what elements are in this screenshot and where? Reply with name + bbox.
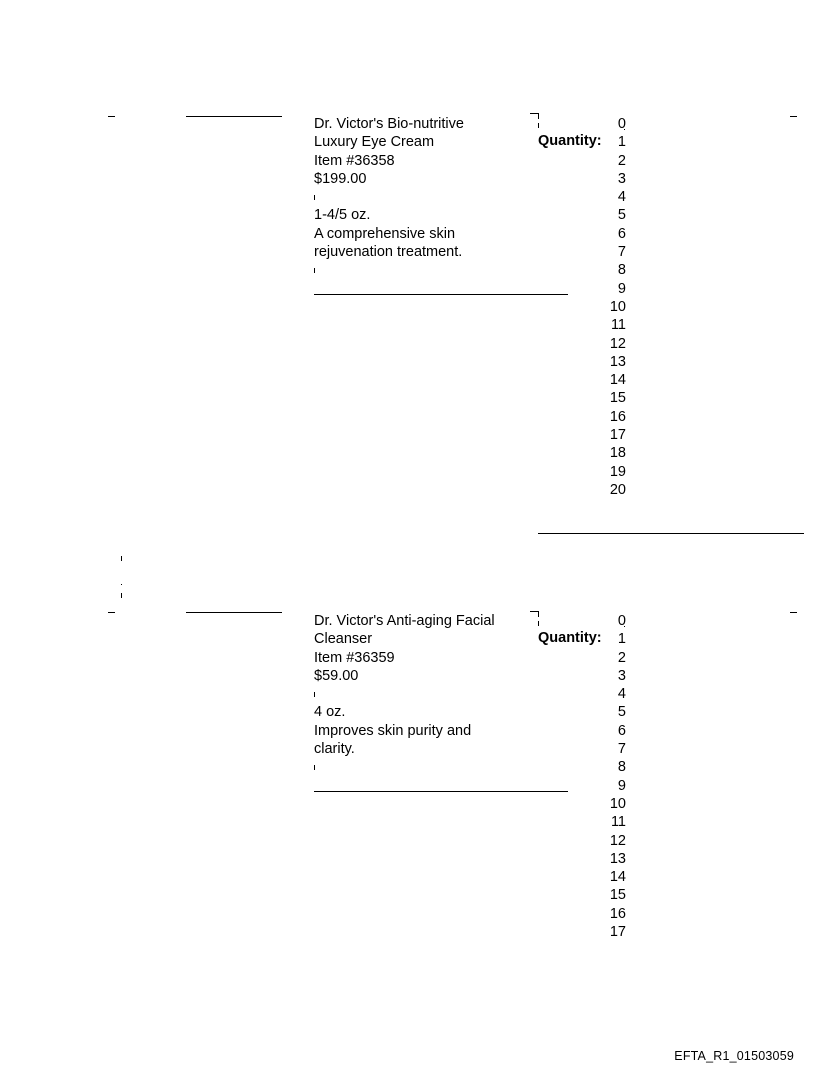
divider-line xyxy=(790,612,797,613)
quantity-option[interactable]: 13 xyxy=(609,353,626,370)
quantity-option[interactable]: 1 xyxy=(617,631,626,648)
product-description xyxy=(314,612,544,777)
description-line: Improves skin purity and xyxy=(314,722,472,739)
quantity-option[interactable]: 3 xyxy=(617,170,626,187)
quantity-option[interactable]: 5 xyxy=(617,207,626,224)
divider-line xyxy=(108,612,115,613)
quantity-option[interactable]: 20 xyxy=(609,481,626,498)
quantity-label: Quantity: xyxy=(538,630,602,646)
document-id: EFTA_R1_01503059 xyxy=(674,1049,794,1063)
quantity-option[interactable]: 3 xyxy=(617,667,626,684)
line-marker xyxy=(314,261,544,279)
quantity-option[interactable]: 15 xyxy=(609,390,626,407)
quantity-select[interactable] xyxy=(598,612,626,941)
divider-line xyxy=(186,116,282,117)
line-marker xyxy=(314,758,544,776)
quantity-option[interactable]: 0 xyxy=(617,613,626,629)
description-line: rejuvenation treatment. xyxy=(314,244,463,261)
quantity-option[interactable]: 15 xyxy=(609,887,626,904)
product-name-line: Dr. Victor's Bio-nutritive xyxy=(314,116,464,132)
quantity-option[interactable]: 10 xyxy=(609,795,626,812)
divider-line xyxy=(530,113,538,114)
tick-mark xyxy=(121,556,122,561)
quantity-option[interactable]: 10 xyxy=(609,298,626,315)
line-marker xyxy=(314,188,544,206)
quantity-select[interactable] xyxy=(598,115,626,499)
description-line: clarity. xyxy=(314,741,355,758)
item-number: Item #36359 xyxy=(314,649,395,666)
product-size: 1-4/5 oz. xyxy=(314,207,371,224)
quantity-option[interactable]: 14 xyxy=(609,372,626,389)
item-number: Item #36358 xyxy=(314,152,395,169)
underline xyxy=(314,294,568,295)
quantity-option[interactable]: 17 xyxy=(609,427,626,444)
quantity-option[interactable]: 5 xyxy=(617,704,626,721)
dot-mark xyxy=(121,584,122,585)
quantity-option[interactable]: 14 xyxy=(609,869,626,886)
quantity-option[interactable]: 19 xyxy=(609,463,626,480)
quantity-option[interactable]: 12 xyxy=(609,832,626,849)
divider-line xyxy=(108,116,115,117)
quantity-option[interactable]: 16 xyxy=(609,905,626,922)
product-name-line: Luxury Eye Cream xyxy=(314,134,435,151)
quantity-option[interactable]: 11 xyxy=(610,317,626,334)
tick-mark xyxy=(121,593,122,598)
quantity-option[interactable]: 7 xyxy=(617,741,626,758)
underline xyxy=(314,791,568,792)
quantity-option[interactable]: 18 xyxy=(609,445,626,462)
line-marker xyxy=(314,685,544,703)
quantity-option[interactable]: 16 xyxy=(609,408,626,425)
quantity-option[interactable]: 1 xyxy=(617,134,626,151)
price: $199.00 xyxy=(314,170,367,187)
quantity-option[interactable]: 0 xyxy=(617,116,626,132)
quantity-option[interactable]: 8 xyxy=(617,262,626,279)
quantity-option[interactable]: 9 xyxy=(617,777,626,794)
quantity-option[interactable]: 13 xyxy=(609,850,626,867)
quantity-label: Quantity: xyxy=(538,133,602,149)
product-name-line: Dr. Victor's Anti-aging Facial xyxy=(314,613,495,629)
quantity-option[interactable]: 8 xyxy=(617,759,626,776)
quantity-option[interactable]: 4 xyxy=(617,686,626,703)
divider-line xyxy=(790,116,797,117)
price: $59.00 xyxy=(314,667,359,684)
quantity-option[interactable]: 17 xyxy=(609,924,626,941)
quantity-option[interactable]: 6 xyxy=(617,225,626,242)
description-line: A comprehensive skin xyxy=(314,225,456,242)
product-size: 4 oz. xyxy=(314,704,346,721)
quantity-option[interactable]: 7 xyxy=(617,244,626,261)
divider-line xyxy=(186,612,282,613)
quantity-option[interactable]: 6 xyxy=(617,722,626,739)
quantity-option[interactable]: 9 xyxy=(617,280,626,297)
quantity-option[interactable]: 2 xyxy=(617,649,626,666)
quantity-option[interactable]: 2 xyxy=(617,152,626,169)
quantity-option[interactable]: 4 xyxy=(617,189,626,206)
product-name-line: Cleanser xyxy=(314,631,373,648)
quantity-option[interactable]: 11 xyxy=(610,814,626,831)
product-description xyxy=(314,115,544,280)
divider-line xyxy=(538,533,804,534)
quantity-option[interactable]: 12 xyxy=(609,335,626,352)
